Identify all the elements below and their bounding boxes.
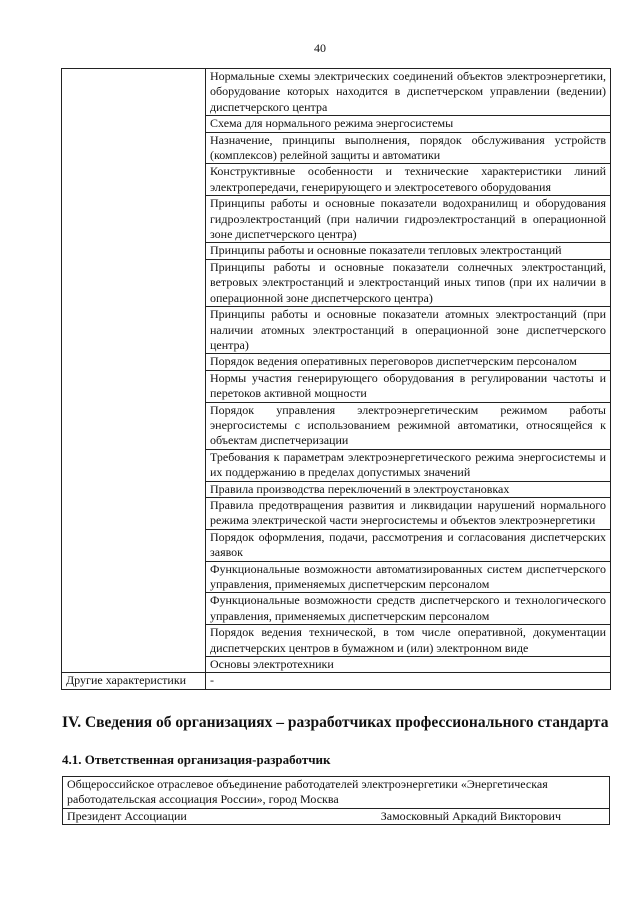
subsection-heading: 4.1. Ответственная организация-разработчик [62,752,331,767]
requirement-cell: Правила производства переключений в электроустановках [206,481,611,497]
requirement-cell: Функциональные возможности средств диспетчерского и технологического управления, применяемых диспетчерским персоналом [206,593,611,625]
organization-name: Общероссийское отраслевое объединение работодателей электроэнергетики «Энергетическая работодательская ассоциация России», город Москва [63,777,610,809]
requirement-cell: Порядок оформления, подачи, рассмотрения и согласования диспетчерских заявок [206,529,611,561]
requirement-cell: Назначение, принципы выполнения, порядок обслуживания устройств (комплексов) релейной защиты и автоматики [206,132,611,164]
table-row [63,808,610,824]
requirement-cell: Принципы работы и основные показатели солнечных электростанций, ветровых электростанций и электростанций иных типов (при их наличии в операционной зоне диспетчерского центра) [206,259,611,306]
requirement-cell: Конструктивные особенности и технические характеристики линий электропередачи, генерирующего и электросетевого оборудования [206,164,611,196]
requirement-cell: Порядок ведения технической, в том числе оперативной, документации диспетчерских центров в бумажном и (или) электронном виде [206,625,611,657]
other-characteristics-label: Другие характеристики [62,673,206,689]
table-row [63,777,610,809]
requirement-cell: Правила предотвращения развития и ликвидации нарушений нормального режима электрической части энергосистемы и объектов электроэнергетики [206,497,611,529]
requirement-cell: Принципы работы и основные показатели тепловых электростанций [206,243,611,259]
label-cell-empty [62,69,206,673]
page-number: 40 [314,41,326,55]
section-heading: IV. Сведения об организациях – разработчиках профессионального стандарта [62,714,609,731]
signatory-name: Замосковный Аркадий Викторович [380,808,561,823]
requirement-cell: Основы электротехники [206,657,611,673]
requirement-cell: Нормальные схемы электрических соединений объектов электроэнергетики, оборудование которых находится в диспетчерском управлении (ведении) диспетчерского центра [206,69,611,116]
requirement-cell: Функциональные возможности автоматизированных систем диспетчерского управления, применяемых диспетчерским персоналом [206,561,611,593]
table-row [62,69,611,116]
requirement-cell: Принципы работы и основные показатели водохранилищ и оборудования гидроэлектростанций (при наличии гидроэлектростанций в операционной зоне диспетчерского центра) [206,196,611,243]
requirement-cell: Порядок ведения оперативных переговоров диспетчерским персоналом [206,354,611,370]
requirements-table [61,68,611,690]
signatory-position: Президент Ассоциации [67,808,187,823]
organization-table [62,776,610,825]
requirement-cell: Порядок управления электроэнергетическим режимом работы энергосистемы с использованием режимной автоматики, относящейся к объектам диспетчеризации [206,402,611,449]
other-characteristics-value: - [206,673,611,689]
requirement-cell: Схема для нормального режима энергосистемы [206,116,611,132]
requirement-cell: Требования к параметрам электроэнергетического режима энергосистемы и их поддержанию в пределах допустимых значений [206,449,611,481]
requirement-cell: Принципы работы и основные показатели атомных электростанций (при наличии атомных электростанций в операционной зоне диспетчерского центра) [206,307,611,354]
requirement-cell: Нормы участия генерирующего оборудования в регулировании частоты и перетоков активной мощности [206,370,611,402]
table-row-other [62,673,611,689]
signatory-cell [63,808,610,824]
